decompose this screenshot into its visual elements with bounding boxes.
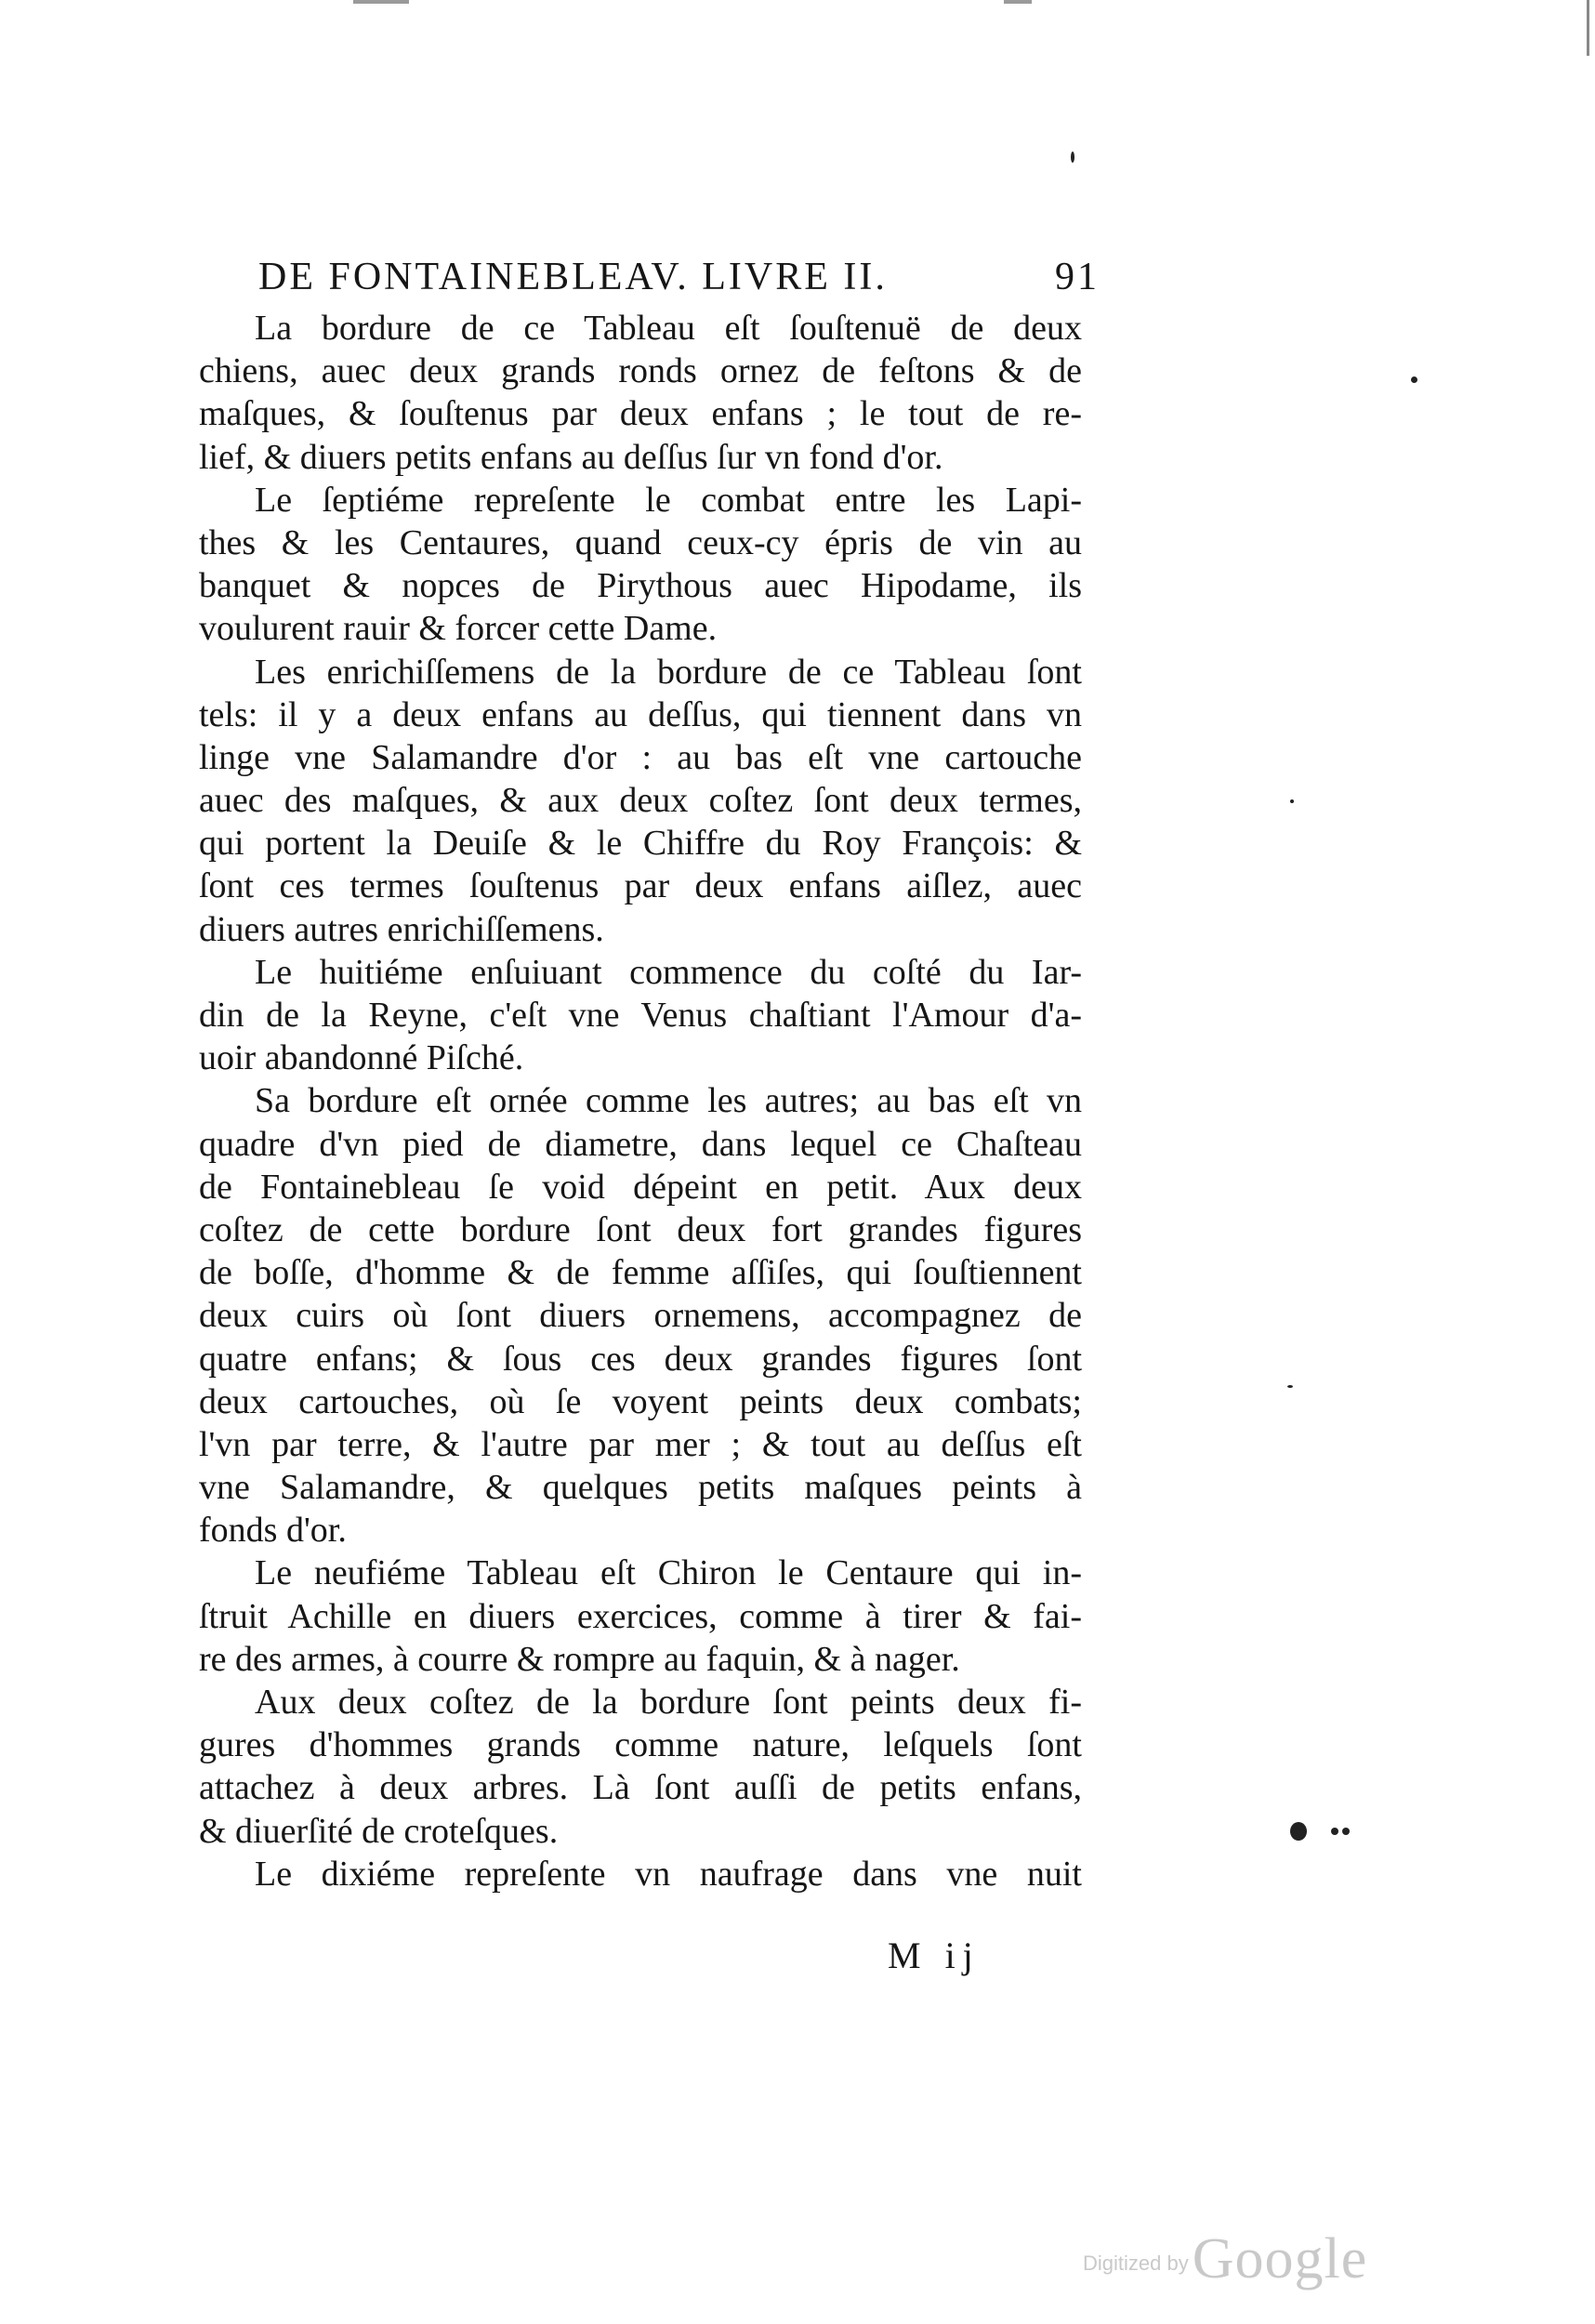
text-line: banquet & nopces de Pirythous auec Hipodame, ils <box>199 566 1082 606</box>
ink-speck <box>1290 1822 1307 1841</box>
text-line: fonds d'or. <box>199 1511 347 1551</box>
text-line: uoir abandonné Piſché. <box>199 1038 524 1078</box>
running-title: DE FONTAINEBLEAV. LIVRE II. <box>258 256 888 298</box>
ink-speck <box>1342 1828 1350 1835</box>
digitized-watermark <box>1083 2226 1367 2292</box>
text-line: La bordure de ce Tableau eſt ſouſtenuë de deux <box>255 309 1082 348</box>
text-line: auec des maſques, & aux deux coſtez ſont deux termes, <box>199 781 1082 821</box>
text-line: gures d'hommes grands comme nature, leſquels ſont <box>199 1725 1082 1765</box>
text-line: lief, & diuers petits enfans au deſſus ſur vn fond d'or. <box>199 437 943 477</box>
text-line: vne Salamandre, & quelques petits maſques peints à <box>199 1468 1082 1508</box>
text-line: thes & les Centaures, quand ceux-cy épris de vin au <box>199 522 1082 562</box>
text-line: de Fontainebleau ſe void dépeint en petit. Aux deux <box>199 1167 1082 1207</box>
text-line: tels: il y a deux enfans au deſſus, qui tiennent dans vn <box>199 694 1082 734</box>
text-line: din de la Reyne, c'eſt vne Venus chaſtiant l'Amour d'a- <box>199 996 1082 1035</box>
text-line: re des armes, à courre & rompre au faquin, & à nager. <box>199 1639 960 1679</box>
text-line: Aux deux coſtez de la bordure ſont peints deux fi- <box>255 1683 1082 1722</box>
scan-edge-mark <box>1587 0 1589 56</box>
text-line: chiens, auec deux grands ronds ornez de feſtons & de <box>199 351 1082 391</box>
ink-speck <box>1331 1828 1338 1835</box>
text-line: & diuerſité de croteſques. <box>199 1811 559 1851</box>
ink-speck <box>1411 376 1417 383</box>
text-line: ſtruit Achille en diuers exercices, comme à tirer & fai- <box>199 1596 1082 1636</box>
watermark-prefix: Digitized by <box>1083 2251 1189 2275</box>
text-line: ſont ces termes ſouſtenus par deux enfans aiſlez, auec <box>199 866 1082 906</box>
text-line: Sa bordure eſt ornée comme les autres; au bas eſt vn <box>255 1081 1082 1121</box>
text-line: linge vne Salamandre d'or : au bas eſt vne cartouche <box>199 737 1082 777</box>
running-head <box>258 249 1100 305</box>
text-line: deux cuirs où ſont diuers ornemens, accompagnez de <box>199 1296 1082 1336</box>
text-line: l'vn par terre, & l'autre par mer ; & tout au deſſus eſt <box>199 1424 1082 1464</box>
text-line: Le ſeptiéme repreſente le combat entre les Lapi- <box>255 480 1082 520</box>
text-line: Le neufiéme Tableau eſt Chiron le Centaure qui in- <box>255 1553 1082 1593</box>
scan-edge-mark <box>353 0 409 4</box>
text-line: Le dixiéme repreſente vn naufrage dans vne nuit <box>255 1854 1082 1894</box>
text-line: deux cartouches, où ſe voyent peints deux combats; <box>199 1381 1082 1421</box>
text-line: attachez à deux arbres. Là ſont auſſi de petits enfans, <box>199 1768 1082 1808</box>
text-line: maſques, & ſouſtenus par deux enfans ; le tout de re- <box>199 394 1082 434</box>
page-number: 91 <box>1055 256 1100 298</box>
signature-mark: M ij <box>888 1934 981 1976</box>
text-line: Le huitiéme enſuiuant commence du coſté du Iar- <box>255 952 1082 992</box>
text-line: quadre d'vn pied de diametre, dans lequel ce Chaſteau <box>199 1124 1082 1164</box>
ink-speck <box>1290 799 1294 803</box>
text-line: quatre enfans; & ſous ces deux grandes figures ſont <box>199 1339 1082 1379</box>
text-line: diuers autres enrichiſſemens. <box>199 909 604 949</box>
text-line: coſtez de cette bordure ſont deux fort grandes figures <box>199 1209 1082 1249</box>
ink-speck <box>1287 1385 1293 1388</box>
body-text <box>199 307 1082 1895</box>
scan-edge-mark <box>1004 0 1032 4</box>
google-logo: Google <box>1192 2227 1368 2291</box>
ink-speck <box>1071 152 1074 163</box>
text-line: qui portent la Deuiſe & le Chiffre du Roy François: & <box>199 824 1082 864</box>
text-line: de boſſe, d'homme & de femme aſſiſes, qui ſouſtiennent <box>199 1253 1082 1293</box>
text-line: Les enrichiſſemens de la bordure de ce Tableau ſont <box>255 652 1082 692</box>
text-line: voulurent rauir & forcer cette Dame. <box>199 609 718 649</box>
